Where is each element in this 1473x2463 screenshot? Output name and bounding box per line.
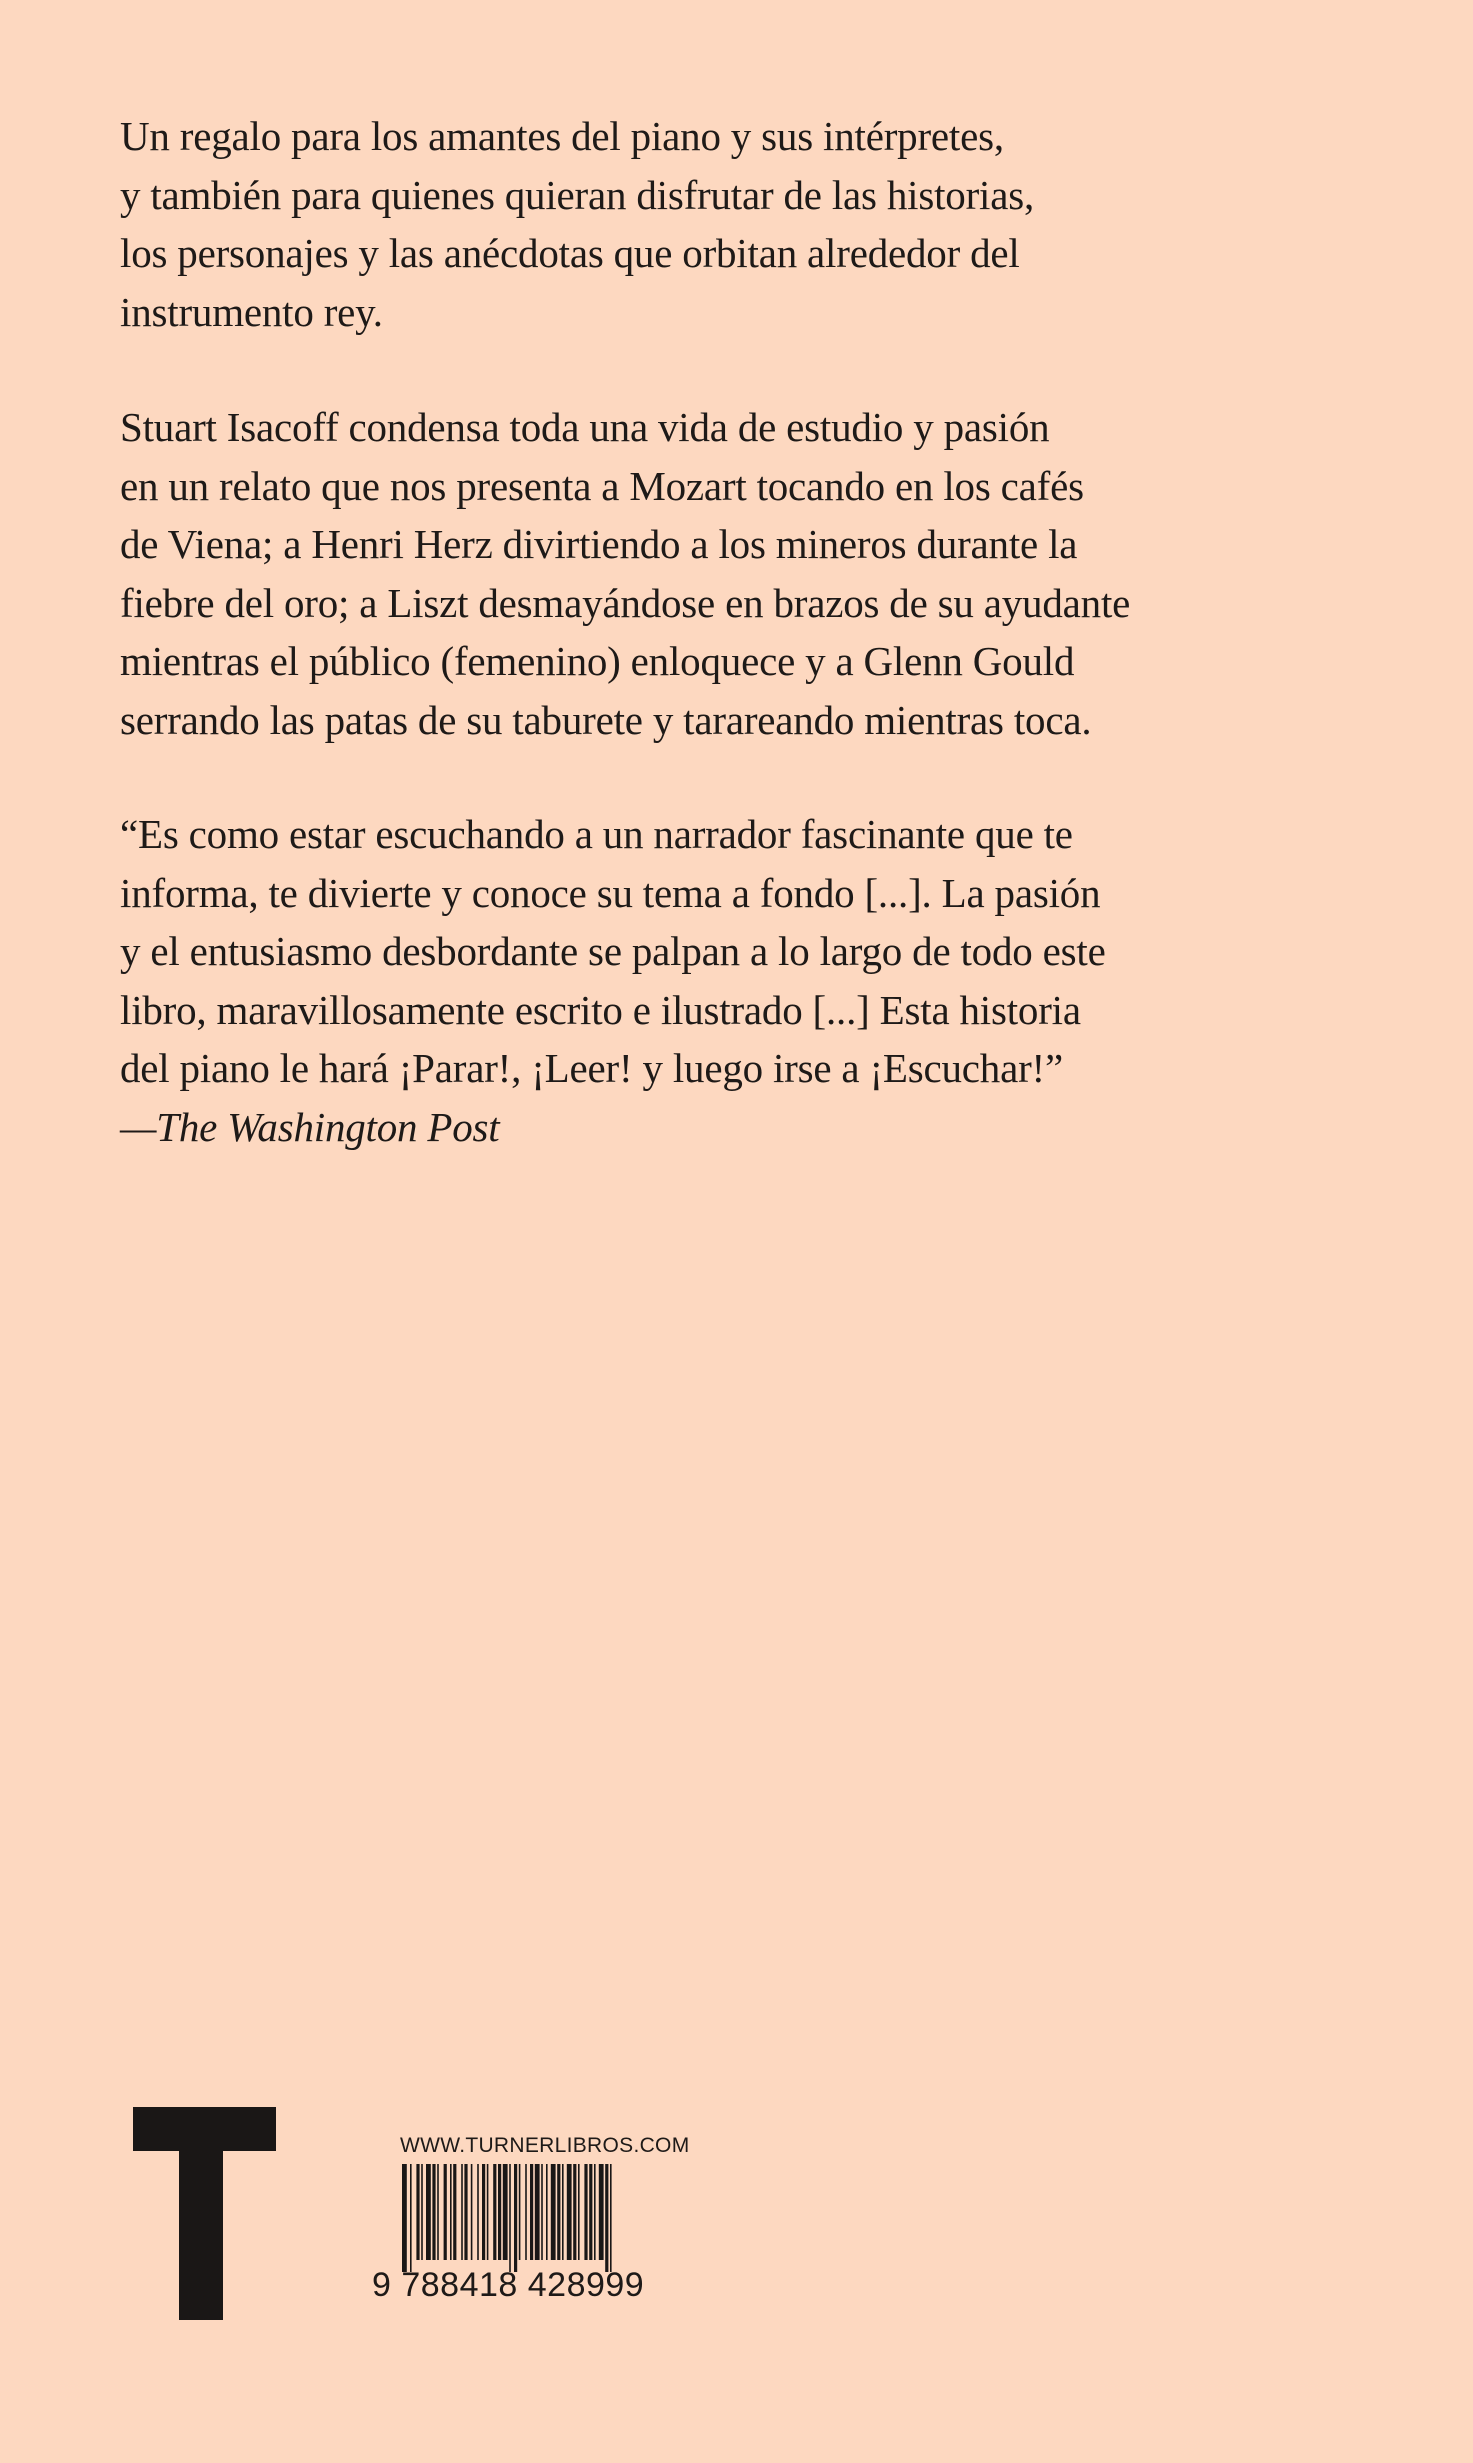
barcode-bar [402, 2164, 407, 2272]
text-line: informa, te divierte y conoce su tema a fondo [...]. La pasión [120, 869, 1101, 916]
barcode-bar [482, 2164, 485, 2260]
barcode-bar [578, 2164, 580, 2260]
barcode-bar [530, 2164, 533, 2260]
barcode-bar [416, 2164, 419, 2260]
barcode-bar [589, 2164, 592, 2260]
text-line: serrando las patas de su taburete y tarareando mientras toca. [120, 696, 1092, 743]
barcode-bar [421, 2164, 423, 2260]
barcode-bar [450, 2164, 452, 2260]
barcode-bar [453, 2164, 456, 2260]
synopsis-paragraph-1 [120, 107, 1260, 341]
barcode-bar [464, 2164, 467, 2260]
barcode-bar [573, 2164, 576, 2260]
barcode-bar [426, 2164, 431, 2260]
barcode-bar [498, 2164, 501, 2260]
text-line: y también para quienes quieran disfrutar de las historias, [120, 171, 1035, 218]
text-line: Un regalo para los amantes del piano y sus intérpretes, [120, 113, 1004, 159]
text-line: fiebre del oro; a Liszt desmayándose en brazos de su ayudante [120, 579, 1131, 626]
barcode-bar [444, 2164, 447, 2260]
barcode-bar [562, 2164, 564, 2260]
isbn-number: 9 788418 428999 [372, 2266, 645, 2304]
barcode-bar [509, 2164, 511, 2272]
quote-attribution: —The Washington Post [120, 1103, 500, 1150]
synopsis-paragraph-2 [120, 398, 1260, 749]
text-line: instrumento rey. [120, 288, 383, 335]
text-line: los personajes y las anécdotas que orbitan alrededor del [120, 230, 1020, 276]
barcode-bar [557, 2164, 560, 2260]
barcode-bars [372, 2164, 702, 2272]
barcode-bar [477, 2164, 479, 2260]
text-line: en un relato que nos presenta a Mozart tocando en los cafés [120, 462, 1084, 509]
barcode-bar [567, 2164, 572, 2260]
isbn-barcode [372, 2134, 702, 2324]
barcode-bar [437, 2164, 439, 2260]
barcode-bar [410, 2164, 412, 2272]
barcode-bar [514, 2164, 517, 2272]
barcode-bar [519, 2164, 521, 2260]
barcode-bar [594, 2164, 596, 2260]
barcode-bar [525, 2164, 527, 2260]
publisher-website: WWW.TURNERLIBROS.COM [400, 2134, 690, 2157]
barcode-bar [432, 2164, 435, 2260]
text-line: del piano le hará ¡Parar!, ¡Leer! y luego irse a ¡Escuchar!” [120, 1045, 1064, 1091]
barcode-bar [584, 2164, 587, 2260]
barcode-bar [535, 2164, 540, 2260]
barcode-bar [610, 2164, 612, 2272]
barcode-bar [546, 2164, 548, 2260]
text-line: mientras el público (femenino) enloquece y a Glenn Gould [120, 638, 1075, 684]
barcode-bar [487, 2164, 489, 2260]
text-line: y el entusiasmo desbordante se palpan a lo largo de todo este [120, 928, 1106, 974]
text-line: libro, maravillosamente escrito e ilustrado [...] Esta historia [120, 986, 1081, 1033]
barcode-bar [503, 2164, 508, 2260]
barcode-bar [599, 2164, 604, 2260]
text-line: de Viena; a Henri Herz divirtiendo a los mineros durante la [120, 521, 1078, 567]
turner-logo-icon [133, 2107, 276, 2320]
barcode-bar [493, 2164, 496, 2260]
barcode-bar [461, 2164, 463, 2260]
barcode-bar [541, 2164, 543, 2260]
text-line: Stuart Isacoff condensa toda una vida de estudio y pasión [120, 404, 1050, 450]
press-quote [120, 805, 1260, 1156]
barcode-bar [551, 2164, 556, 2260]
text-line: “Es como estar escuchando a un narrador fascinante que te [120, 811, 1073, 857]
barcode-bar [605, 2164, 608, 2272]
barcode-bar [471, 2164, 473, 2260]
